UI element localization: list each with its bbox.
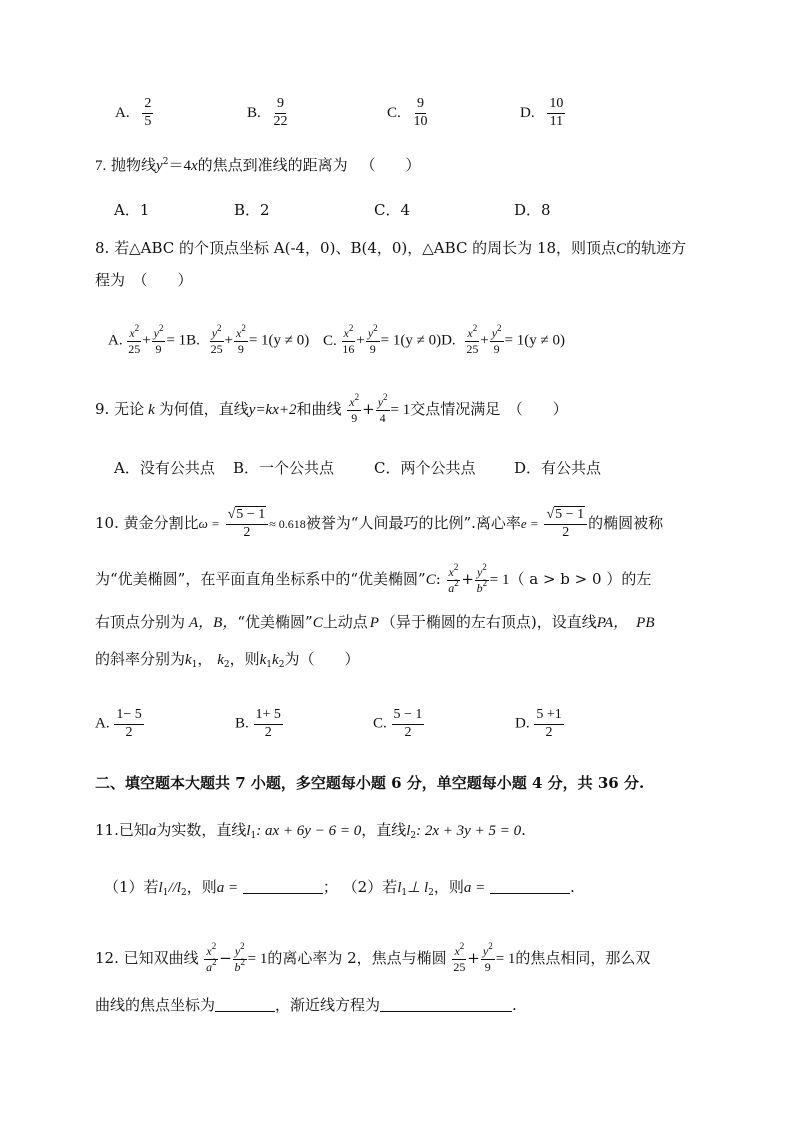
q10-option-c: C. $\frac{5 - 1}{2}$ <box>373 707 423 740</box>
q6-option-c: C. $\frac{9}{10}$ <box>387 96 428 129</box>
q7-option-b: B．2 <box>234 201 270 219</box>
q10-line4: 的斜率分别为$k_1$， $k_2$，则$k_1k_2$为（ ） <box>95 650 360 670</box>
q8-stem-line2: 程为 （ ） <box>95 271 193 289</box>
q10-line2: 为“优美椭圆”，在平面直角坐标系中的“优美椭圆”C: $\frac{x^2}{a^2}$ + $\frac{y^2}{b^2}$ = 1（ a > b > 0 ）的左 <box>95 562 652 595</box>
fraction: $\frac{9}{10}$ <box>413 96 428 129</box>
q7-option-d: D．8 <box>514 201 551 219</box>
q9-option-b: B．一个公共点 <box>233 459 335 477</box>
q12-line1: 12. 已知双曲线 $\frac{x^2}{a^2}$ − $\frac{y^2}{b^2}$ = 1的离心率为 2，焦点与椭圆 $\frac{x^2}{25}$ + $\frac{y^2}{9}$ = 1的焦点相同，那么双 <box>95 941 651 974</box>
q9-stem: 9. 无论 k 为何值，直线y=kx+2和曲线 $\frac{x^2}{9}$ + $\frac{y^2}{4}$ = 1交点情况满足 （ ） <box>95 392 568 425</box>
q7-option-a: A．1 <box>114 201 150 219</box>
answer-blank[interactable] <box>215 997 275 1012</box>
q10-line3: 右顶点分别为 A，B，“优美椭圆”C上动点 P （异于椭圆的左右顶点)，设直线PA， PB <box>95 613 655 631</box>
q10-option-d: D. $\frac{5 +1}{2}$ <box>515 707 562 740</box>
q12-line2: 曲线的焦点坐标为 ，渐近线方程为 . <box>95 996 517 1014</box>
answer-blank[interactable] <box>380 997 512 1012</box>
q11-blanks: （1）若$l_1//l_2$，则a = ； （2）若$l_1\perp$ $l_2$，则a = . <box>104 878 575 898</box>
q7-option-c: C．4 <box>374 201 411 219</box>
q6-option-b: B. $\frac{9}{22}$ <box>247 96 288 129</box>
q9-option-d: D．有公共点 <box>514 459 602 477</box>
q7-stem: 7. 抛物线$y^2=4x$的焦点到准线的距离为 （ ） <box>95 156 421 174</box>
fraction: $\frac{9}{22}$ <box>273 96 288 129</box>
fraction: $\frac{2}{5}$ <box>144 96 152 129</box>
q10-option-a: A. $\frac{1- 5}{2}$ <box>95 707 142 740</box>
fraction: $\frac{10}{11}$ <box>549 96 564 129</box>
q6-option-a: A. $\frac{2}{5}$ <box>115 96 152 129</box>
q10-line1: 10. 黄金分割比ω = $\frac{√5 - 1}{2}$ ≈ 0.618被誉为“人间最巧的比例”.离心率e = $\frac{√5 - 1}{2}$ 的椭圆被称 <box>95 507 664 540</box>
answer-blank[interactable] <box>490 879 570 894</box>
q8-options: A. $\frac{x^2}{25}$ + $\frac{y^2}{9}$ = 1B. $\frac{y^2}{25}$ + $\frac{x^2}{9}$ = 1(y ≠ 0) C. $\frac{x^2}{16}$ + $\frac{y^2}{9}$ = 1(y ≠ 0)D. $\frac{x^2}{25}$ + $\frac{y^2}{9}$ = 1(y ≠ 0) <box>108 323 565 356</box>
q6-option-d: D. $\frac{10}{11}$ <box>520 96 564 129</box>
q8-stem-line1: 8. 若△ABC 的个顶点坐标 A(-4，0)、B(4，0)，△ABC 的周长为 18，则顶点C的轨迹方 <box>95 239 687 257</box>
q9-option-a: A．没有公共点 <box>114 459 215 477</box>
q9-option-c: C．两个公共点 <box>374 459 476 477</box>
answer-blank[interactable] <box>243 879 323 894</box>
section-heading: 二、填空题本大题共 7 小题，多空题每小题 6 分，单空题每小题 4 分，共 36 分. <box>95 774 645 792</box>
q10-option-b: B. $\frac{1+ 5}{2}$ <box>235 707 281 740</box>
q11-stem: 11.已知a为实数，直线$l_1$: ax + 6y − 6 = 0，直线$l_2$: 2x + 3y + 5 = 0. <box>95 821 526 841</box>
